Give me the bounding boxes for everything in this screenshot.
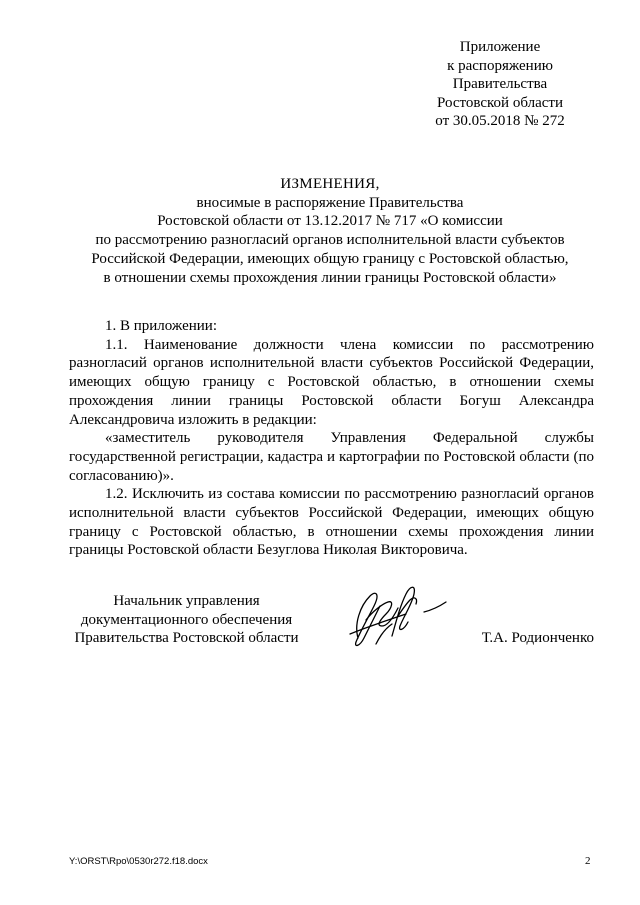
appendix-line: к распоряжению — [447, 57, 553, 74]
page-number: 2 — [585, 855, 591, 867]
document-body — [69, 317, 594, 560]
appendix-line: Ростовской области — [437, 94, 563, 111]
appendix-line: Приложение — [459, 39, 541, 55]
paragraph-quote: «заместитель руководителя Управления Федеральной службы государственной регистрации, кадастра и картографии по Ростовской области (по согласованию)». — [69, 430, 594, 484]
signatory-position — [69, 592, 304, 648]
title-line: Российской Федерации, имеющих общую границу с Ростовской областью, — [91, 250, 569, 267]
appendix-header — [400, 38, 600, 131]
title-line: вносимые в распоряжение Правительства — [196, 194, 464, 211]
signatory-name: Т.А. Родионченко — [481, 630, 594, 646]
title-line: по рассмотрению разногласий органов исполнительной власти субъектов — [95, 232, 565, 249]
handwritten-signature — [336, 576, 451, 656]
signatory-position-line: документационного обеспечения — [80, 611, 293, 628]
signatory-position-line: Правительства Ростовской области — [74, 630, 299, 646]
title-heading: ИЗМЕНЕНИЯ, — [280, 176, 380, 192]
appendix-line: от 30.05.2018 № 272 — [435, 113, 565, 129]
footer-file-path: Y:\ORST\Rpo\0530r272.f18.docx — [69, 856, 208, 867]
paragraph-1-2: 1.2. Исключить из состава комиссии по рассмотрению разногласий органов исполнительной власти субъектов Российской Федерации, имеющих общую границу с Ростовской областью, в отношении схемы прохождения линии границы Ростовской области Безуглова Николая Викторовича. — [69, 486, 594, 559]
title-line: в отношении схемы прохождения линии границы Ростовской области» — [103, 269, 557, 286]
paragraph-1-1: 1.1. Наименование должности члена комиссии по рассмотрению разногласий органов исполнительной власти субъектов Российской Федерации, имеющих общую границу с Ростовской областью, в отношении схемы прохождения линии границы Ростовской области Богуш Александра Александровича изложить в редакции: — [69, 336, 594, 428]
signature-block — [69, 592, 594, 652]
paragraph-1: 1. В приложении: — [105, 318, 217, 334]
document-title — [40, 175, 620, 287]
title-line: Ростовской области от 13.12.2017 № 717 «О комиссии — [157, 213, 503, 230]
signatory-position-line: Начальник управления — [113, 593, 260, 609]
appendix-line: Правительства — [452, 76, 548, 92]
